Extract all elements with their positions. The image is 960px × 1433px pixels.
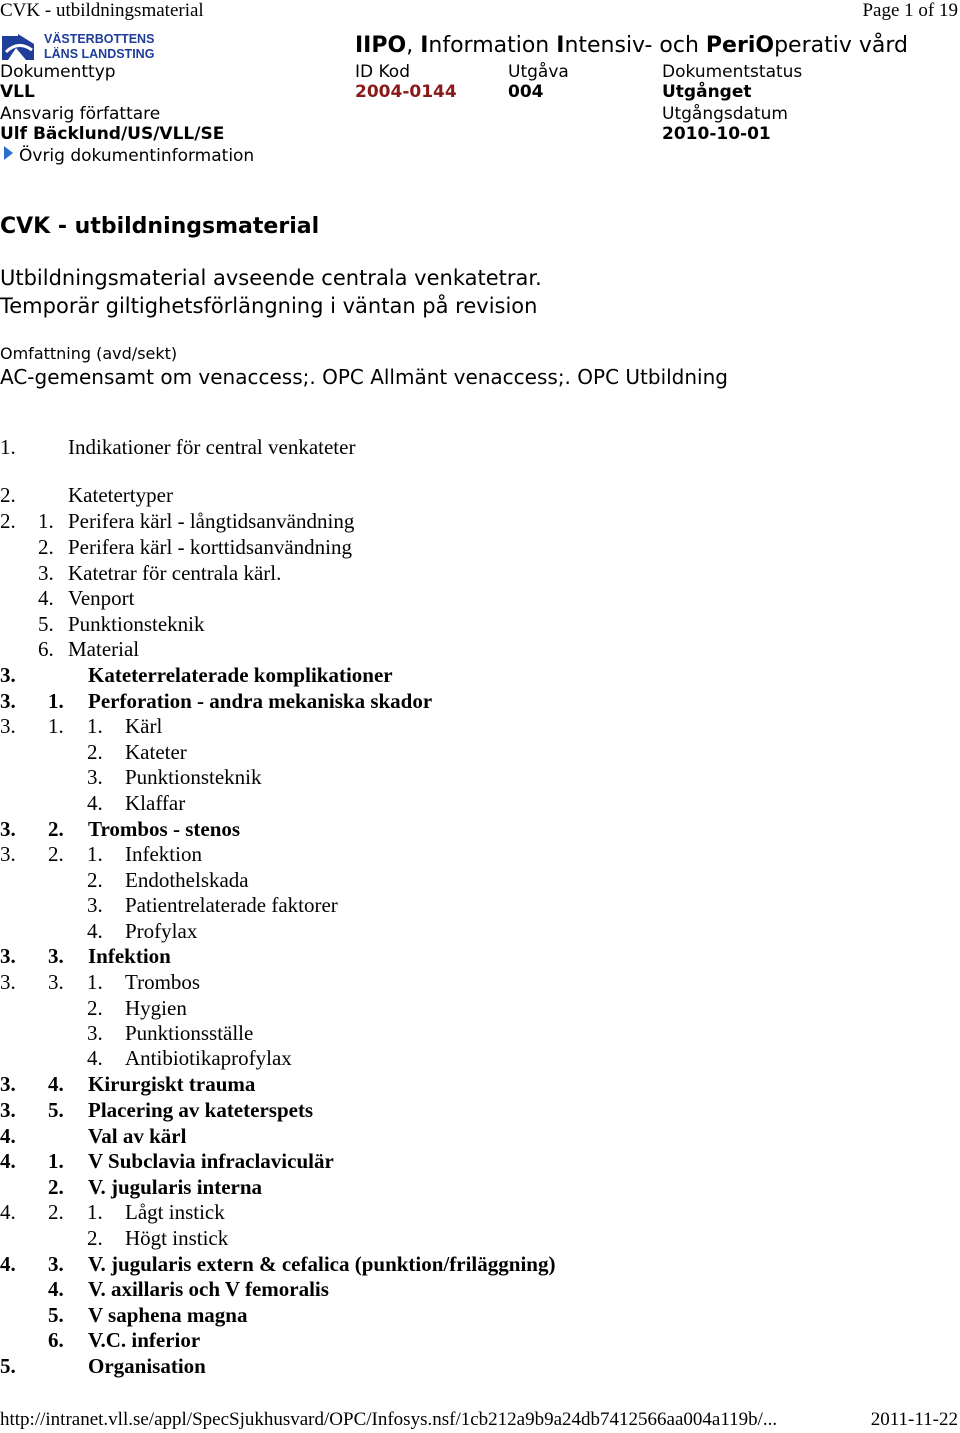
logo-line2: LÄNS LANDSTING [44, 47, 155, 61]
toc-text: Kärl [125, 714, 163, 738]
toc-number-l2: 1. [48, 689, 64, 713]
author-label: Ansvarig författare [0, 104, 161, 124]
toc-item [0, 919, 900, 943]
toc-number-l3: 2. [87, 1226, 103, 1250]
other-doc-info-toggle[interactable]: Övrig dokumentinformation [0, 146, 254, 166]
toc-number-l3: 1. [87, 1200, 103, 1224]
vll-logo [0, 30, 168, 64]
toc-item [0, 1354, 900, 1378]
expand-triangle-icon[interactable] [4, 146, 13, 160]
toc-number-l3: 3. [87, 1021, 103, 1045]
page-number: Page 1 of 19 [862, 0, 958, 21]
toc-item [0, 561, 900, 585]
toc-number-l3: 3. [87, 765, 103, 789]
toc-number-l1: 2. [0, 483, 16, 507]
toc-item [0, 483, 900, 507]
toc-item [0, 612, 900, 636]
toc-item [0, 765, 900, 789]
toc-text: Patientrelaterade faktorer [125, 893, 338, 917]
description-line-2: Temporär giltighetsförlängning i väntan på revision [0, 294, 538, 318]
toc-number-l2: 6. [38, 637, 54, 661]
toc-text: Hygien [125, 996, 187, 1020]
toc-number-l2: 6. [48, 1328, 64, 1352]
toc-item [0, 535, 900, 559]
toc-number-l2: 2. [48, 817, 64, 841]
toc-item [0, 1328, 900, 1352]
toc-number-l1: 3. [0, 1072, 16, 1096]
toc-text: Endothelskada [125, 868, 249, 892]
toc-text: Placering av kateterspets [88, 1098, 314, 1122]
toc-text: Infektion [88, 944, 171, 968]
toc-text: Katetertyper [68, 483, 173, 507]
description-line-1: Utbildningsmaterial avseende centrala venkatetrar. [0, 266, 542, 290]
toc-item [0, 970, 900, 994]
toc-number-l1: 4. [0, 1252, 16, 1276]
toc-text: Antibiotikaprofylax [125, 1046, 292, 1070]
author-value: Ulf Bäcklund/US/VLL/SE [0, 124, 225, 144]
toc-item [0, 1072, 900, 1096]
toc-number-l1: 3. [0, 689, 16, 713]
toc-text: Venport [68, 586, 135, 610]
toc-item [0, 1046, 900, 1070]
toc-number-l1: 3. [0, 1098, 16, 1122]
toc-text: Högt instick [125, 1226, 229, 1250]
toc-number-l2: 4. [38, 586, 54, 610]
toc-text: Punktionsställe [125, 1021, 254, 1045]
toc-number-l2: 3. [48, 1252, 64, 1276]
toc-item [0, 868, 900, 892]
toc-number-l3: 1. [87, 714, 103, 738]
toc-text: V. jugularis extern & cefalica (punktion/friläggning) [88, 1252, 556, 1276]
toc-number-l2: 3. [48, 970, 64, 994]
toc-item [0, 435, 900, 459]
toc-text: Kateterrelaterade komplikationer [88, 663, 393, 687]
toc-item [0, 944, 900, 968]
toc-item [0, 1252, 900, 1276]
toc-text: Trombos [125, 970, 201, 994]
toc-number-l2: 4. [48, 1277, 64, 1301]
toc-item [0, 1175, 900, 1199]
toc-text: V. axillaris och V femoralis [88, 1277, 329, 1301]
toc-text: Perifera kärl - korttidsanvändning [68, 535, 352, 559]
toc-number-l1: 4. [0, 1200, 16, 1224]
toc-item [0, 817, 900, 841]
toc-item [0, 509, 900, 533]
toc-text: Klaffar [125, 791, 186, 815]
doc-type-value: VLL [0, 82, 35, 102]
toc-text: Infektion [125, 842, 202, 866]
toc-number-l3: 1. [87, 970, 103, 994]
toc-number-l3: 2. [87, 996, 103, 1020]
toc-item [0, 842, 900, 866]
toc-number-l2: 1. [48, 714, 64, 738]
toc-item [0, 1149, 900, 1173]
toc-item [0, 893, 900, 917]
toc-number-l1: 3. [0, 970, 16, 994]
toc-number-l1: 5. [0, 1354, 16, 1378]
toc-number-l3: 3. [87, 893, 103, 917]
toc-number-l2: 5. [38, 612, 54, 636]
toc-text: Organisation [88, 1354, 206, 1378]
toc-number-l3: 4. [87, 919, 103, 943]
toc-text: Profylax [125, 919, 198, 943]
toc-text: Perifera kärl - långtidsanvändning [68, 509, 355, 533]
toc-number-l1: 3. [0, 817, 16, 841]
toc-number-l3: 4. [87, 791, 103, 815]
edition-label: Utgåva [508, 62, 569, 82]
toc-number-l3: 2. [87, 868, 103, 892]
toc-number-l1: 3. [0, 842, 16, 866]
toc-item [0, 996, 900, 1020]
edition-value: 004 [508, 82, 544, 102]
toc-number-l2: 2. [48, 1175, 64, 1199]
toc-number-l1: 2. [0, 509, 16, 533]
logo-line1: VÄSTERBOTTENS [44, 32, 155, 46]
toc-item [0, 637, 900, 661]
site-title: IIPO, Information Intensiv- och PeriOperativ vård [355, 33, 908, 58]
toc-item [0, 740, 900, 764]
toc-item [0, 1021, 900, 1045]
status-value: Utgånget [662, 82, 752, 102]
id-label: ID Kod [355, 62, 411, 82]
toc-item [0, 1098, 900, 1122]
toc-text: Punktionsteknik [125, 765, 262, 789]
toc-text: Lågt instick [125, 1200, 225, 1224]
toc-item [0, 1200, 900, 1224]
toc-text: Kateter [125, 740, 187, 764]
toc-item [0, 1226, 900, 1250]
expiry-label: Utgångsdatum [662, 104, 788, 124]
toc-text: V. jugularis interna [88, 1175, 263, 1199]
toc-number-l2: 5. [48, 1098, 64, 1122]
toc-number-l3: 1. [87, 842, 103, 866]
print-header-title: CVK - utbildningsmaterial [0, 0, 204, 21]
toc-number-l1: 3. [0, 944, 16, 968]
footer-date: 2011-11-22 [870, 1409, 958, 1430]
toc-text: Trombos - stenos [88, 817, 241, 841]
toc-item [0, 663, 900, 687]
scope-label: Omfattning (avd/sekt) [0, 344, 178, 363]
footer-url: http://intranet.vll.se/appl/SpecSjukhusvard/OPC/Infosys.nsf/1cb212a9b9a24db7412566aa004a119b/... [0, 1409, 778, 1430]
toc-item [0, 586, 900, 610]
toc-number-l2: 2. [48, 1200, 64, 1224]
toc-number-l3: 2. [87, 740, 103, 764]
toc-number-l2: 4. [48, 1072, 64, 1096]
toc-text: V.C. inferior [88, 1328, 201, 1352]
toc-number-l2: 3. [48, 944, 64, 968]
toc-number-l3: 4. [87, 1046, 103, 1070]
toc-number-l2: 2. [48, 842, 64, 866]
doc-type-label: Dokumenttyp [0, 62, 116, 82]
toc-number-l2: 5. [48, 1303, 64, 1327]
id-value: 2004-0144 [355, 82, 457, 102]
toc-number-l1: 1. [0, 435, 16, 459]
toc-text: V saphena magna [88, 1303, 248, 1327]
scope-value: AC-gemensamt om venaccess;. OPC Allmänt venaccess;. OPC Utbildning [0, 365, 728, 389]
toc-number-l1: 4. [0, 1124, 16, 1148]
toc-item [0, 1277, 900, 1301]
toc-item [0, 1124, 900, 1148]
toc-number-l2: 2. [38, 535, 54, 559]
toc-item [0, 1303, 900, 1327]
toc-text: Val av kärl [88, 1124, 187, 1148]
toc-number-l1: 4. [0, 1149, 16, 1173]
toc-number-l1: 3. [0, 714, 16, 738]
document-heading: CVK - utbildningsmaterial [0, 214, 320, 239]
toc-text: Kirurgiskt trauma [88, 1072, 256, 1096]
toc-text: Perforation - andra mekaniska skador [88, 689, 433, 713]
toc-text: V Subclavia infraclaviculär [88, 1149, 334, 1173]
toc-item [0, 714, 900, 738]
toc-number-l2: 1. [38, 509, 54, 533]
status-label: Dokumentstatus [662, 62, 803, 82]
toc-text: Indikationer för central venkateter [68, 435, 356, 459]
toc-text: Punktionsteknik [68, 612, 205, 636]
toc-number-l2: 1. [48, 1149, 64, 1173]
toc-text: Material [68, 637, 140, 661]
logo-emblem-icon [0, 30, 168, 64]
toc-item [0, 791, 900, 815]
toc-text: Katetrar för centrala kärl. [68, 561, 282, 585]
toc-number-l1: 3. [0, 663, 16, 687]
toc-item [0, 689, 900, 713]
expiry-value: 2010-10-01 [662, 124, 771, 144]
toc-number-l2: 3. [38, 561, 54, 585]
